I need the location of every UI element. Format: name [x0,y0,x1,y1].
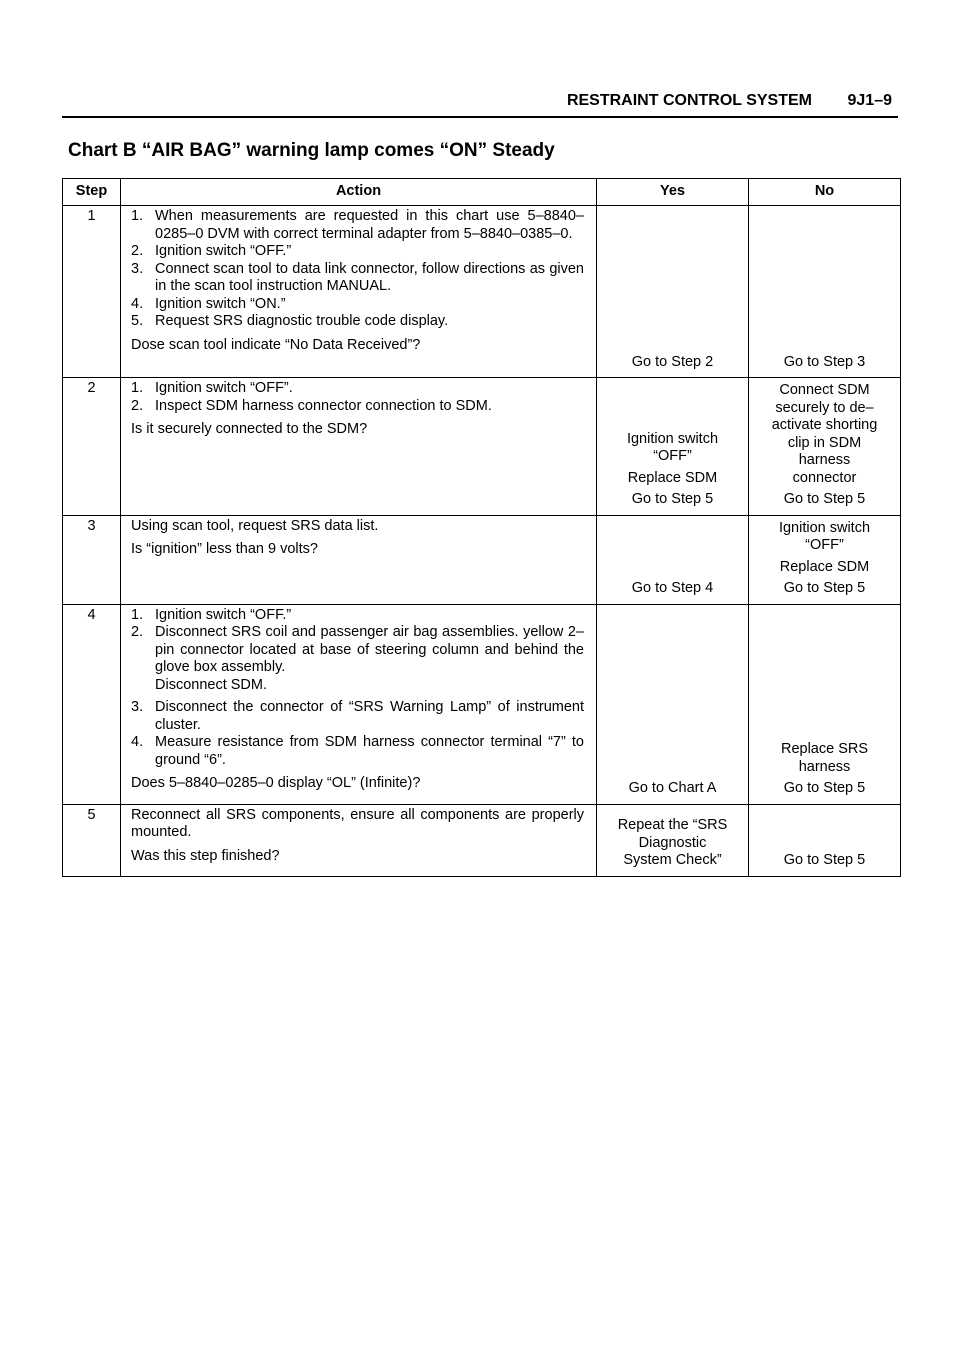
step-number: 1 [63,206,121,378]
action-item: 3. Connect scan tool to data link connector, follow directions as given in the scan tool instruction MANUAL. [131,260,584,294]
action-cell [121,515,597,604]
action-item: 1. Ignition switch “OFF.” [131,606,292,623]
question-text: Dose scan tool indicate “No Data Received”? [131,336,421,353]
result-text: Replace SDM [627,469,718,486]
step-number: 5 [63,804,121,876]
result-text: Go to Step 5 [631,491,714,507]
result-text: Replace SRS harness [780,741,869,775]
question-text: Is “ignition” less than 9 volts? [131,541,318,557]
result-text: Go to Step 5 [783,580,866,596]
action-item: 4. Measure resistance from SDM harness connector terminal “7” to ground “6”. [131,734,584,768]
no-cell [749,206,901,378]
page-header [62,92,898,118]
result-text: Connect SDM securely to de–activate shorting clip in SDM harness connector [771,382,878,486]
result-text: Go to Chart A [628,780,717,796]
yes-cell [597,804,749,876]
column-header-action: Action [121,179,597,206]
action-cell [121,206,597,378]
action-item: 2. Ignition switch “OFF.” [131,243,292,259]
step-number: 2 [63,378,121,516]
result-text: Go to Step 4 [631,580,714,596]
table-row [63,604,901,804]
table-header-row [63,179,901,206]
action-cell [121,804,597,876]
action-item: 4. Ignition switch “ON.” [131,295,286,312]
question-text: Was this step finished? [131,847,280,864]
section-title: RESTRAINT CONTROL SYSTEM [566,92,812,109]
action-item: 3. Disconnect the connector of “SRS Warning Lamp” of instrument cluster. [131,699,584,733]
column-header-yes: Yes [597,179,749,206]
no-cell [749,515,901,604]
result-text: Ignition switch “OFF” [626,430,719,464]
result-text: Go to Step 5 [783,780,866,796]
chart-title: Chart B “AIR BAG” warning lamp comes “ON” Steady [68,140,555,161]
result-text: Ignition switch “OFF” [778,519,871,553]
result-text: Replace SDM [779,558,870,575]
no-cell [749,604,901,804]
result-text: Go to Step 5 [783,491,866,507]
result-text: Go to Step 2 [631,353,714,370]
action-item: 5. Request SRS diagnostic trouble code display. [131,313,449,329]
step-number: 3 [63,515,121,604]
yes-cell [597,378,749,516]
action-item: 2. Inspect SDM harness connector connection to SDM. [131,397,492,414]
question-text: Is it securely connected to the SDM? [131,421,368,437]
column-header-no: No [749,179,901,206]
table-row [63,378,901,516]
question-text: Does 5–8840–0285–0 display “OL” (Infinite)? [131,775,421,791]
result-text: Go to Step 5 [783,852,866,868]
action-cell [121,604,597,804]
action-item: 2. Disconnect SRS coil and passenger air bag assemblies. yellow 2–pin connector located at base of steering column and behind the glove box assembly. [131,624,584,675]
action-item-continuation: Disconnect SDM. [155,676,268,693]
no-cell [749,804,901,876]
column-header-step: Step [63,179,121,206]
table-row [63,515,901,604]
action-cell [121,378,597,516]
no-cell [749,378,901,516]
yes-cell [597,206,749,378]
table-row [63,206,901,378]
action-text: Reconnect all SRS components, ensure all components are properly mounted. [131,806,584,840]
action-item: 1. When measurements are requested in this chart use 5–8840–0285–0 DVM with correct terminal adapter from 5–8840–0385–0. [131,208,584,242]
page-number: 9J1–9 [847,92,892,109]
yes-cell [597,515,749,604]
yes-cell [597,604,749,804]
result-text: Repeat the “SRS Diagnostic System Check” [617,817,728,868]
action-item: 1. Ignition switch “OFF”. [131,380,293,396]
result-text: Go to Step 3 [783,353,866,370]
step-number: 4 [63,604,121,804]
table-row [63,804,901,876]
action-text: Using scan tool, request SRS data list. [131,517,379,534]
diagnostic-table [62,178,901,877]
